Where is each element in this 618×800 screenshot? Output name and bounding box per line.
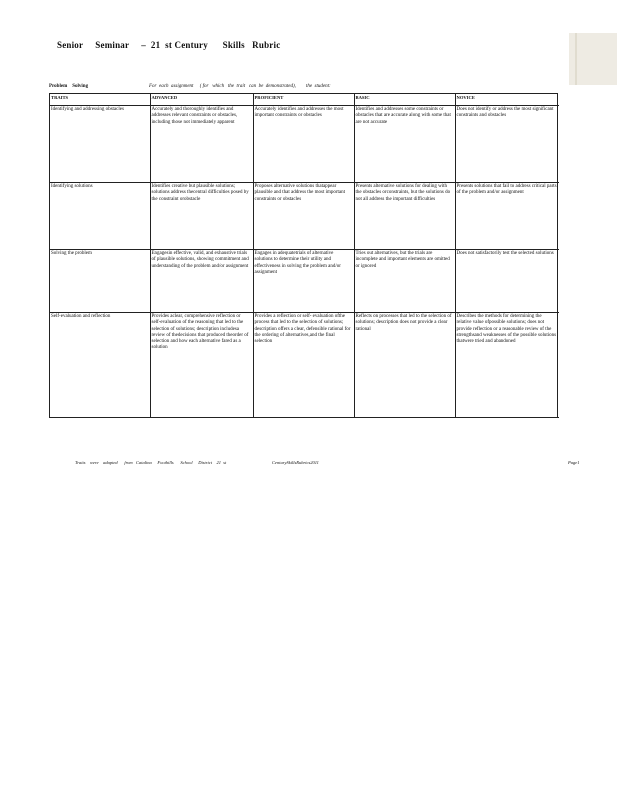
novice-cell: Presents solutions that fail to address critical parts of the problem and/or assignment	[455, 183, 559, 250]
table-row	[50, 250, 559, 313]
novice-cell: Does not satisfactorily test the selected solutions	[455, 250, 559, 313]
basic-cell: Tries out alternatives, but the trials are incomplete and important elements are omitted or ignored	[354, 250, 455, 313]
problem-header-row	[49, 82, 558, 94]
proficient-cell: Engages in adequatetrials of alternative solutions to determine their utility and effectiveness in solving the problem and/or assignment	[253, 250, 354, 313]
trait-cell: Identifying solutions	[50, 183, 150, 250]
column-header-novice: NOVICE	[455, 94, 559, 106]
table-row	[50, 106, 559, 183]
column-header-row	[50, 94, 559, 106]
advanced-cell: Provides aclear, comprehensive reflection or self-evaluation of the reasoning that led to the selection of solutions; description includesa review of thedecisions that produced theorder of selection and how each alternative fared as a solution	[150, 313, 253, 418]
trait-cell: Identifying and addressing obstacles	[50, 106, 150, 183]
footer-attribution: Traits were adapted from Catalina Foothills School District 21 st	[75, 460, 227, 465]
rubric-table-block	[49, 82, 558, 418]
novice-cell: Describes the methods for determining the relative value ofpossible solutions; does not provide reflection or a reasonable review of the strengthsand weaknesses of the possible solutions thatwere tried and abandoned	[455, 313, 559, 418]
column-header-basic: BASIC	[354, 94, 455, 106]
advanced-cell: Accurately and thoroughly identifies and addresses relevant constraints or obstacles, including those not immediately apparent	[150, 106, 253, 183]
basic-cell: Identifies and addresses some constraints or obstacles that are accurate along with some that are not accurate	[354, 106, 455, 183]
column-header-traits: TRAITS	[50, 94, 150, 106]
novice-cell: Does not identify or address the most significant constraints and obstacles	[455, 106, 559, 183]
table-row	[50, 313, 559, 418]
problem-label: Problem Solving	[49, 84, 89, 89]
advanced-cell: Identifies creative but plausible solutions; solutions address thecentral difficulties posed by the constraint orobstacle	[150, 183, 253, 250]
proficient-cell: Accurately identifies and addresses the most important constraints or obstacles	[253, 106, 354, 183]
column-header-advanced: ADVANCED	[150, 94, 253, 106]
proficient-cell: Proposes alternative solutions thatappear plausible and that address the most important constraints or obstacles	[253, 183, 354, 250]
table-row	[50, 183, 559, 250]
document-title: Senior Seminar – 21 st Century Skills Rubric	[57, 40, 281, 50]
trait-cell: Solving the problem	[50, 250, 150, 313]
basic-cell: Reflects on processes that led to the selection of solutions; description does not provide a clear rational	[354, 313, 455, 418]
page-corner-tab	[569, 33, 617, 85]
advanced-cell: Engagesin effective, valid, and exhaustive trials of plausible solutions, showing commitment and understanding of the problem and/or assignment	[150, 250, 253, 313]
trait-cell: Self-evaluation and reflection	[50, 313, 150, 418]
footer-page-number: Page1	[568, 460, 580, 465]
footer-document-name: CenturySkillsRubrics2011	[272, 460, 319, 465]
column-header-proficient: PROFICIENT	[253, 94, 354, 106]
rubric-table	[50, 94, 559, 418]
basic-cell: Presents alternative solutions for dealing with the obstacles orconstraints, but the solutions do not all address the important difficulties	[354, 183, 455, 250]
problem-description: For each assignment ( for which the trait can be demonstrated), the student:	[149, 84, 331, 89]
proficient-cell: Provides a reflection or self- evaluation ofthe process that led to the selection of solutions; description offers a clear, defensible rational for the ordering of alternatives,and the final selection	[253, 313, 354, 418]
